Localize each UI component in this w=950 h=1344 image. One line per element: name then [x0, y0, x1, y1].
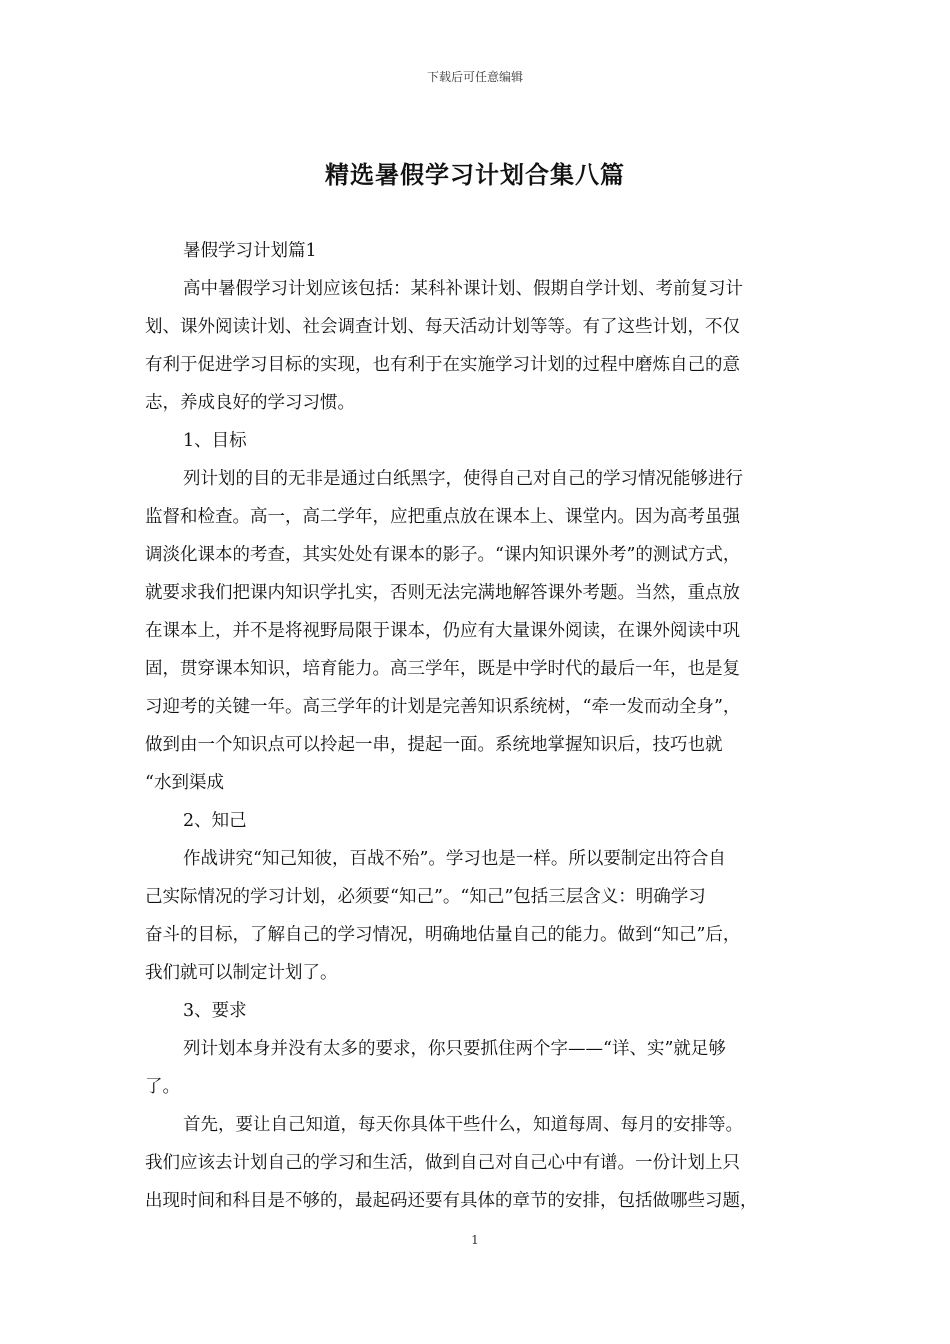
text-line: 我们就可以制定计划了。: [145, 963, 338, 983]
text-line: 首先，要让自己知道，每天你具体干些什么，知道每周、每月的安排等。: [183, 1115, 743, 1135]
text-line: 我们应该去计划自己的学习和生活，做到自己对自己心中有谱。一份计划上只: [145, 1153, 740, 1173]
text-line: 列计划本身并没有太多的要求，你只要抓住两个字——“详、实”就足够: [183, 1039, 726, 1059]
text-line: 固，贯穿课本知识，培育能力。高三学年，既是中学时代的最后一年，也是复: [145, 659, 740, 679]
page-header: 下载后可任意编辑: [426, 70, 523, 84]
text-line: 监督和检查。高一，高二学年，应把重点放在课本上、课堂内。因为高考虽强: [145, 507, 740, 527]
text-line: 己实际情况的学习计划，必须要“知己”。“知己”包括三层含义：明确学习: [145, 887, 706, 907]
document-title: 精选暑假学习计划合集八篇: [325, 160, 625, 189]
text-line: 奋斗的目标，了解自己的学习情况，明确地估量自己的能力。做到“知己”后，: [145, 925, 741, 945]
text-line: 做到由一个知识点可以拎起一串，提起一面。系统地掌握知识后，技巧也就: [145, 735, 723, 755]
text-line: 出现时间和科目是不够的，最起码还要有具体的章节的安排，包括做哪些习题，: [145, 1191, 758, 1211]
text-line: 列计划的目的无非是通过白纸黑字，使得自己对自己的学习情况能够进行: [183, 469, 743, 489]
text-line: 有利于促进学习目标的实现，也有利于在实施学习计划的过程中磨炼自己的意: [145, 355, 740, 375]
text-line: 划、课外阅读计划、社会调查计划、每天活动计划等等。有了这些计划，不仅: [145, 317, 740, 337]
text-line: 了。: [145, 1077, 180, 1097]
text-line: 暑假学习计划篇1: [183, 241, 317, 261]
text-line: 就要求我们把课内知识学扎实，否则无法完满地解答课外考题。当然，重点放: [145, 583, 740, 603]
page-number: 1: [471, 1233, 479, 1247]
text-line: 1、目标: [183, 431, 247, 451]
text-line: 2、知己: [183, 811, 247, 831]
text-line: 习迎考的关键一年。高三学年的计划是完善知识系统树，“牵一发而动全身”，: [145, 697, 741, 717]
text-line: 高中暑假学习计划应该包括：某科补课计划、假期自学计划、考前复习计: [183, 279, 743, 299]
text-line: 调淡化课本的考查，其实处处有课本的影子。“课内知识课外考”的测试方式，: [145, 545, 741, 565]
body-text: [145, 232, 815, 1220]
text-line: “水到渠成: [145, 773, 224, 793]
text-line: 作战讲究“知己知彼，百战不殆”。学习也是一样。所以要制定出符合自: [183, 849, 726, 869]
text-line: 在课本上，并不是将视野局限于课本，仍应有大量课外阅读，在课外阅读中巩: [145, 621, 740, 641]
text-line: 3、要求: [183, 1001, 247, 1021]
text-line: 志，养成良好的学习习惯。: [145, 393, 355, 413]
